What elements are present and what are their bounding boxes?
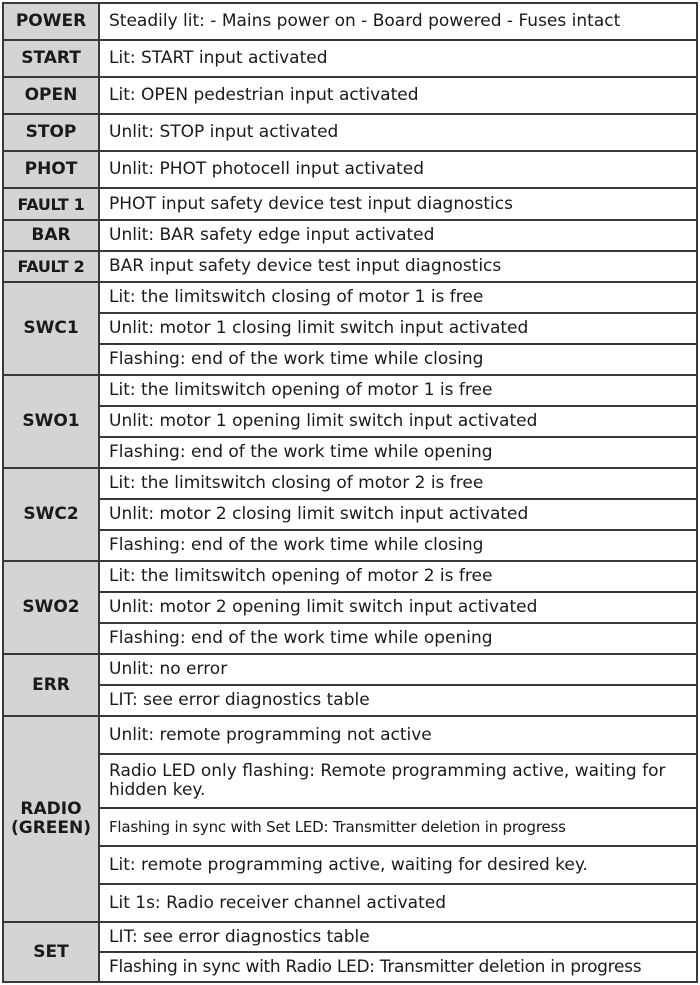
table-row bbox=[3, 561, 697, 592]
table-row bbox=[3, 77, 697, 114]
table-row bbox=[3, 344, 697, 375]
table-row bbox=[3, 754, 697, 808]
led-description: Flashing: end of the work time while closing bbox=[99, 344, 697, 375]
table-row bbox=[3, 623, 697, 654]
table-row bbox=[3, 251, 697, 282]
table-row bbox=[3, 3, 697, 40]
table-row bbox=[3, 846, 697, 884]
table-row bbox=[3, 530, 697, 561]
table-row bbox=[3, 188, 697, 220]
led-label-stop: STOP bbox=[3, 114, 99, 151]
table-row bbox=[3, 884, 697, 922]
led-description: Unlit: motor 2 closing limit switch input activated bbox=[99, 499, 697, 530]
led-description: Flashing: end of the work time while opening bbox=[99, 623, 697, 654]
led-description: Lit: the limitswitch opening of motor 2 is free bbox=[99, 561, 697, 592]
led-description: BAR input safety device test input diagnostics bbox=[99, 251, 697, 282]
led-description: Lit: the limitswitch closing of motor 1 is free bbox=[99, 282, 697, 313]
led-label-fault-1: FAULT 1 bbox=[3, 188, 99, 220]
led-label-power: POWER bbox=[3, 3, 99, 40]
led-description: PHOT input safety device test input diagnostics bbox=[99, 188, 697, 220]
led-label-swc1: SWC1 bbox=[3, 282, 99, 375]
led-description: Steadily lit: - Mains power on - Board powered - Fuses intact bbox=[99, 3, 697, 40]
table-row bbox=[3, 922, 697, 952]
led-description: Unlit: motor 1 opening limit switch input activated bbox=[99, 406, 697, 437]
led-label-bar: BAR bbox=[3, 220, 99, 251]
table-row bbox=[3, 313, 697, 344]
led-description: Unlit: motor 1 closing limit switch input activated bbox=[99, 313, 697, 344]
led-description: Unlit: motor 2 opening limit switch input activated bbox=[99, 592, 697, 623]
led-description: LIT: see error diagnostics table bbox=[99, 922, 697, 952]
led-label-start: START bbox=[3, 40, 99, 77]
table-row bbox=[3, 114, 697, 151]
led-label-radio-color: (GREEN) bbox=[10, 818, 92, 838]
led-description: Unlit: no error bbox=[99, 654, 697, 685]
led-label-swo2: SWO2 bbox=[3, 561, 99, 654]
table-row bbox=[3, 375, 697, 406]
table-row bbox=[3, 40, 697, 77]
led-description: Radio LED only flashing: Remote programming active, waiting for hidden key. bbox=[99, 754, 697, 808]
led-description: Lit 1s: Radio receiver channel activated bbox=[99, 884, 697, 922]
table-row bbox=[3, 151, 697, 188]
table-row bbox=[3, 716, 697, 754]
table-row bbox=[3, 406, 697, 437]
led-label-fault-2: FAULT 2 bbox=[3, 251, 99, 282]
led-label-swc2: SWC2 bbox=[3, 468, 99, 561]
table-row bbox=[3, 220, 697, 251]
led-description: LIT: see error diagnostics table bbox=[99, 685, 697, 716]
table-row bbox=[3, 282, 697, 313]
led-label-open: OPEN bbox=[3, 77, 99, 114]
led-description: Flashing: end of the work time while closing bbox=[99, 530, 697, 561]
led-label-radio bbox=[3, 716, 99, 922]
led-label-err: ERR bbox=[3, 654, 99, 716]
led-label-radio-name: RADIO bbox=[20, 799, 82, 819]
led-description: Lit: remote programming active, waiting for desired key. bbox=[99, 846, 697, 884]
led-description: Unlit: remote programming not active bbox=[99, 716, 697, 754]
led-label-phot: PHOT bbox=[3, 151, 99, 188]
led-description: Flashing in sync with Radio LED: Transmitter deletion in progress bbox=[99, 952, 697, 982]
table-row bbox=[3, 654, 697, 685]
led-description: Unlit: PHOT photocell input activated bbox=[99, 151, 697, 188]
table-row bbox=[3, 952, 697, 982]
table-row bbox=[3, 592, 697, 623]
led-label-swo1: SWO1 bbox=[3, 375, 99, 468]
led-status-table bbox=[2, 2, 698, 983]
led-description: Lit: START input activated bbox=[99, 40, 697, 77]
led-description: Flashing: end of the work time while opening bbox=[99, 437, 697, 468]
table-row bbox=[3, 808, 697, 846]
led-description: Lit: OPEN pedestrian input activated bbox=[99, 77, 697, 114]
table-row bbox=[3, 468, 697, 499]
led-label-set: SET bbox=[3, 922, 99, 982]
table-row bbox=[3, 499, 697, 530]
led-description: Flashing in sync with Set LED: Transmitter deletion in progress bbox=[99, 808, 697, 846]
led-description: Lit: the limitswitch closing of motor 2 is free bbox=[99, 468, 697, 499]
led-description: Unlit: BAR safety edge input activated bbox=[99, 220, 697, 251]
table-row bbox=[3, 437, 697, 468]
table-row bbox=[3, 685, 697, 716]
led-description: Lit: the limitswitch opening of motor 1 is free bbox=[99, 375, 697, 406]
led-description: Unlit: STOP input activated bbox=[99, 114, 697, 151]
